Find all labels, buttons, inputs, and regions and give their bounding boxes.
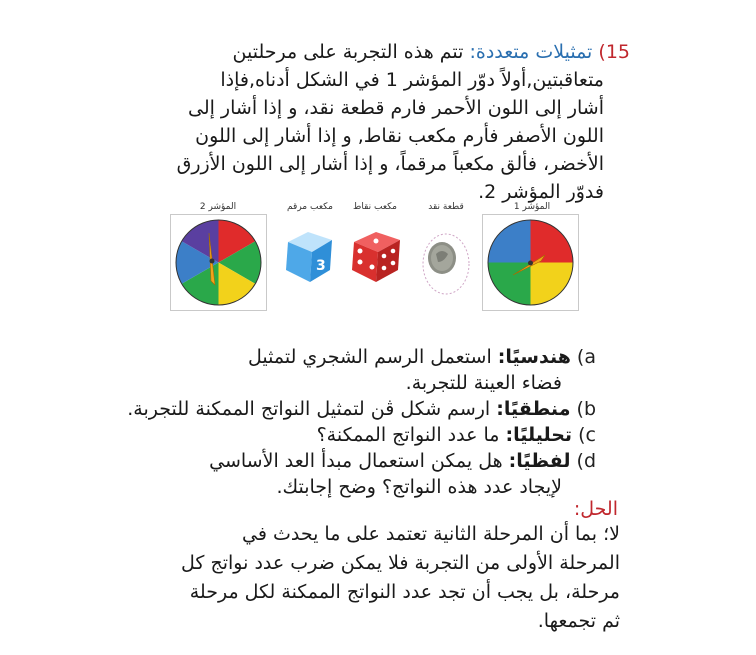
part-d [66,448,596,474]
part-text: ارسم شكل ڤن لتمثيل النواتج الممكنة للتجربة. [127,398,491,420]
question-number: 15) [598,41,630,63]
spinner2-icon [171,215,266,310]
question-first-line [130,38,630,66]
number-cube-face: 3 [316,258,326,274]
question-line: الأخضر، فألق مكعباً مرقماً، و إذا أشار إلى اللون الأزرق [176,153,604,175]
number-cube-icon [282,226,338,286]
solution-block [80,520,620,636]
part-d-continuation: لإيجاد عدد هذه النواتج؟ وضح إجابتك. [276,476,562,498]
dot-cube-label: مكعب نقاط [353,202,397,212]
question-title: تمثيلات متعددة: [469,41,593,63]
coin-icon [418,222,474,302]
spinner2-label: المؤشر 2 [199,202,237,212]
part-key: لفظيًا: [508,450,571,472]
spinner1-icon [483,215,578,310]
coin-label: قطعة نقد [428,202,464,212]
question-line: فدوّر المؤشر 2. [478,181,604,203]
question-line: اللون الأصفر فأرم مكعب نقاط, و إذا أشار إلى اللون [195,125,604,147]
solution-line: مرحلة، بل يجب أن تجد عدد النواتج الممكنة لكل مرحلة [189,581,620,603]
question-line: متعاقبتين,أولاً دوّر المؤشر 1 في الشكل أدناه,فإذا [220,69,604,91]
part-b [66,396,596,422]
spinner1-yellow-sector [531,263,574,306]
number-cube-label: مكعب مرقم [287,202,333,212]
part-letter: b) [576,398,596,420]
part-key: منطقيًا: [496,398,571,420]
question-parts [66,344,596,500]
part-text: ما عدد النواتج الممكنة؟ [316,424,500,446]
spinner1-label: المؤشر 1 [513,202,551,212]
part-key: تحليليًا: [505,424,573,446]
solution-line: لا؛ بما أن المرحلة الثانية تعتمد على ما يحدث في [242,523,620,545]
spinner1-panel [482,214,579,311]
part-letter: c) [578,424,596,446]
part-c [66,422,596,448]
question-line: أشار إلى اللون الأحمر فارم قطعة نقد، و إذا أشار إلى [187,97,604,119]
part-letter: a) [576,346,596,368]
question-text: تتم هذه التجربة على مرحلتين [232,41,464,63]
spinner1-red-sector [531,220,574,263]
experiment-figure [170,196,580,316]
solution-line: المرحلة الأولى من التجربة فلا يمكن ضرب عدد نواتج كل [181,552,620,574]
part-text: استعمل الرسم الشجري لتمثيل [248,346,492,368]
part-key: هندسيًا: [497,346,571,368]
question-block [130,38,630,206]
part-letter: d) [576,450,596,472]
dot-cube-icon [346,224,406,288]
spinner2-panel [170,214,267,311]
spinner1-blue-sector [488,220,531,263]
part-a-continuation: فضاء العينة للتجربة. [405,372,562,394]
part-text: هل يمكن استعمال مبدأ العد الأساسي [209,450,503,472]
solution-line: ثم تجمعها. [537,610,620,632]
part-a [66,344,596,370]
solution-title: الحل: [573,498,618,520]
